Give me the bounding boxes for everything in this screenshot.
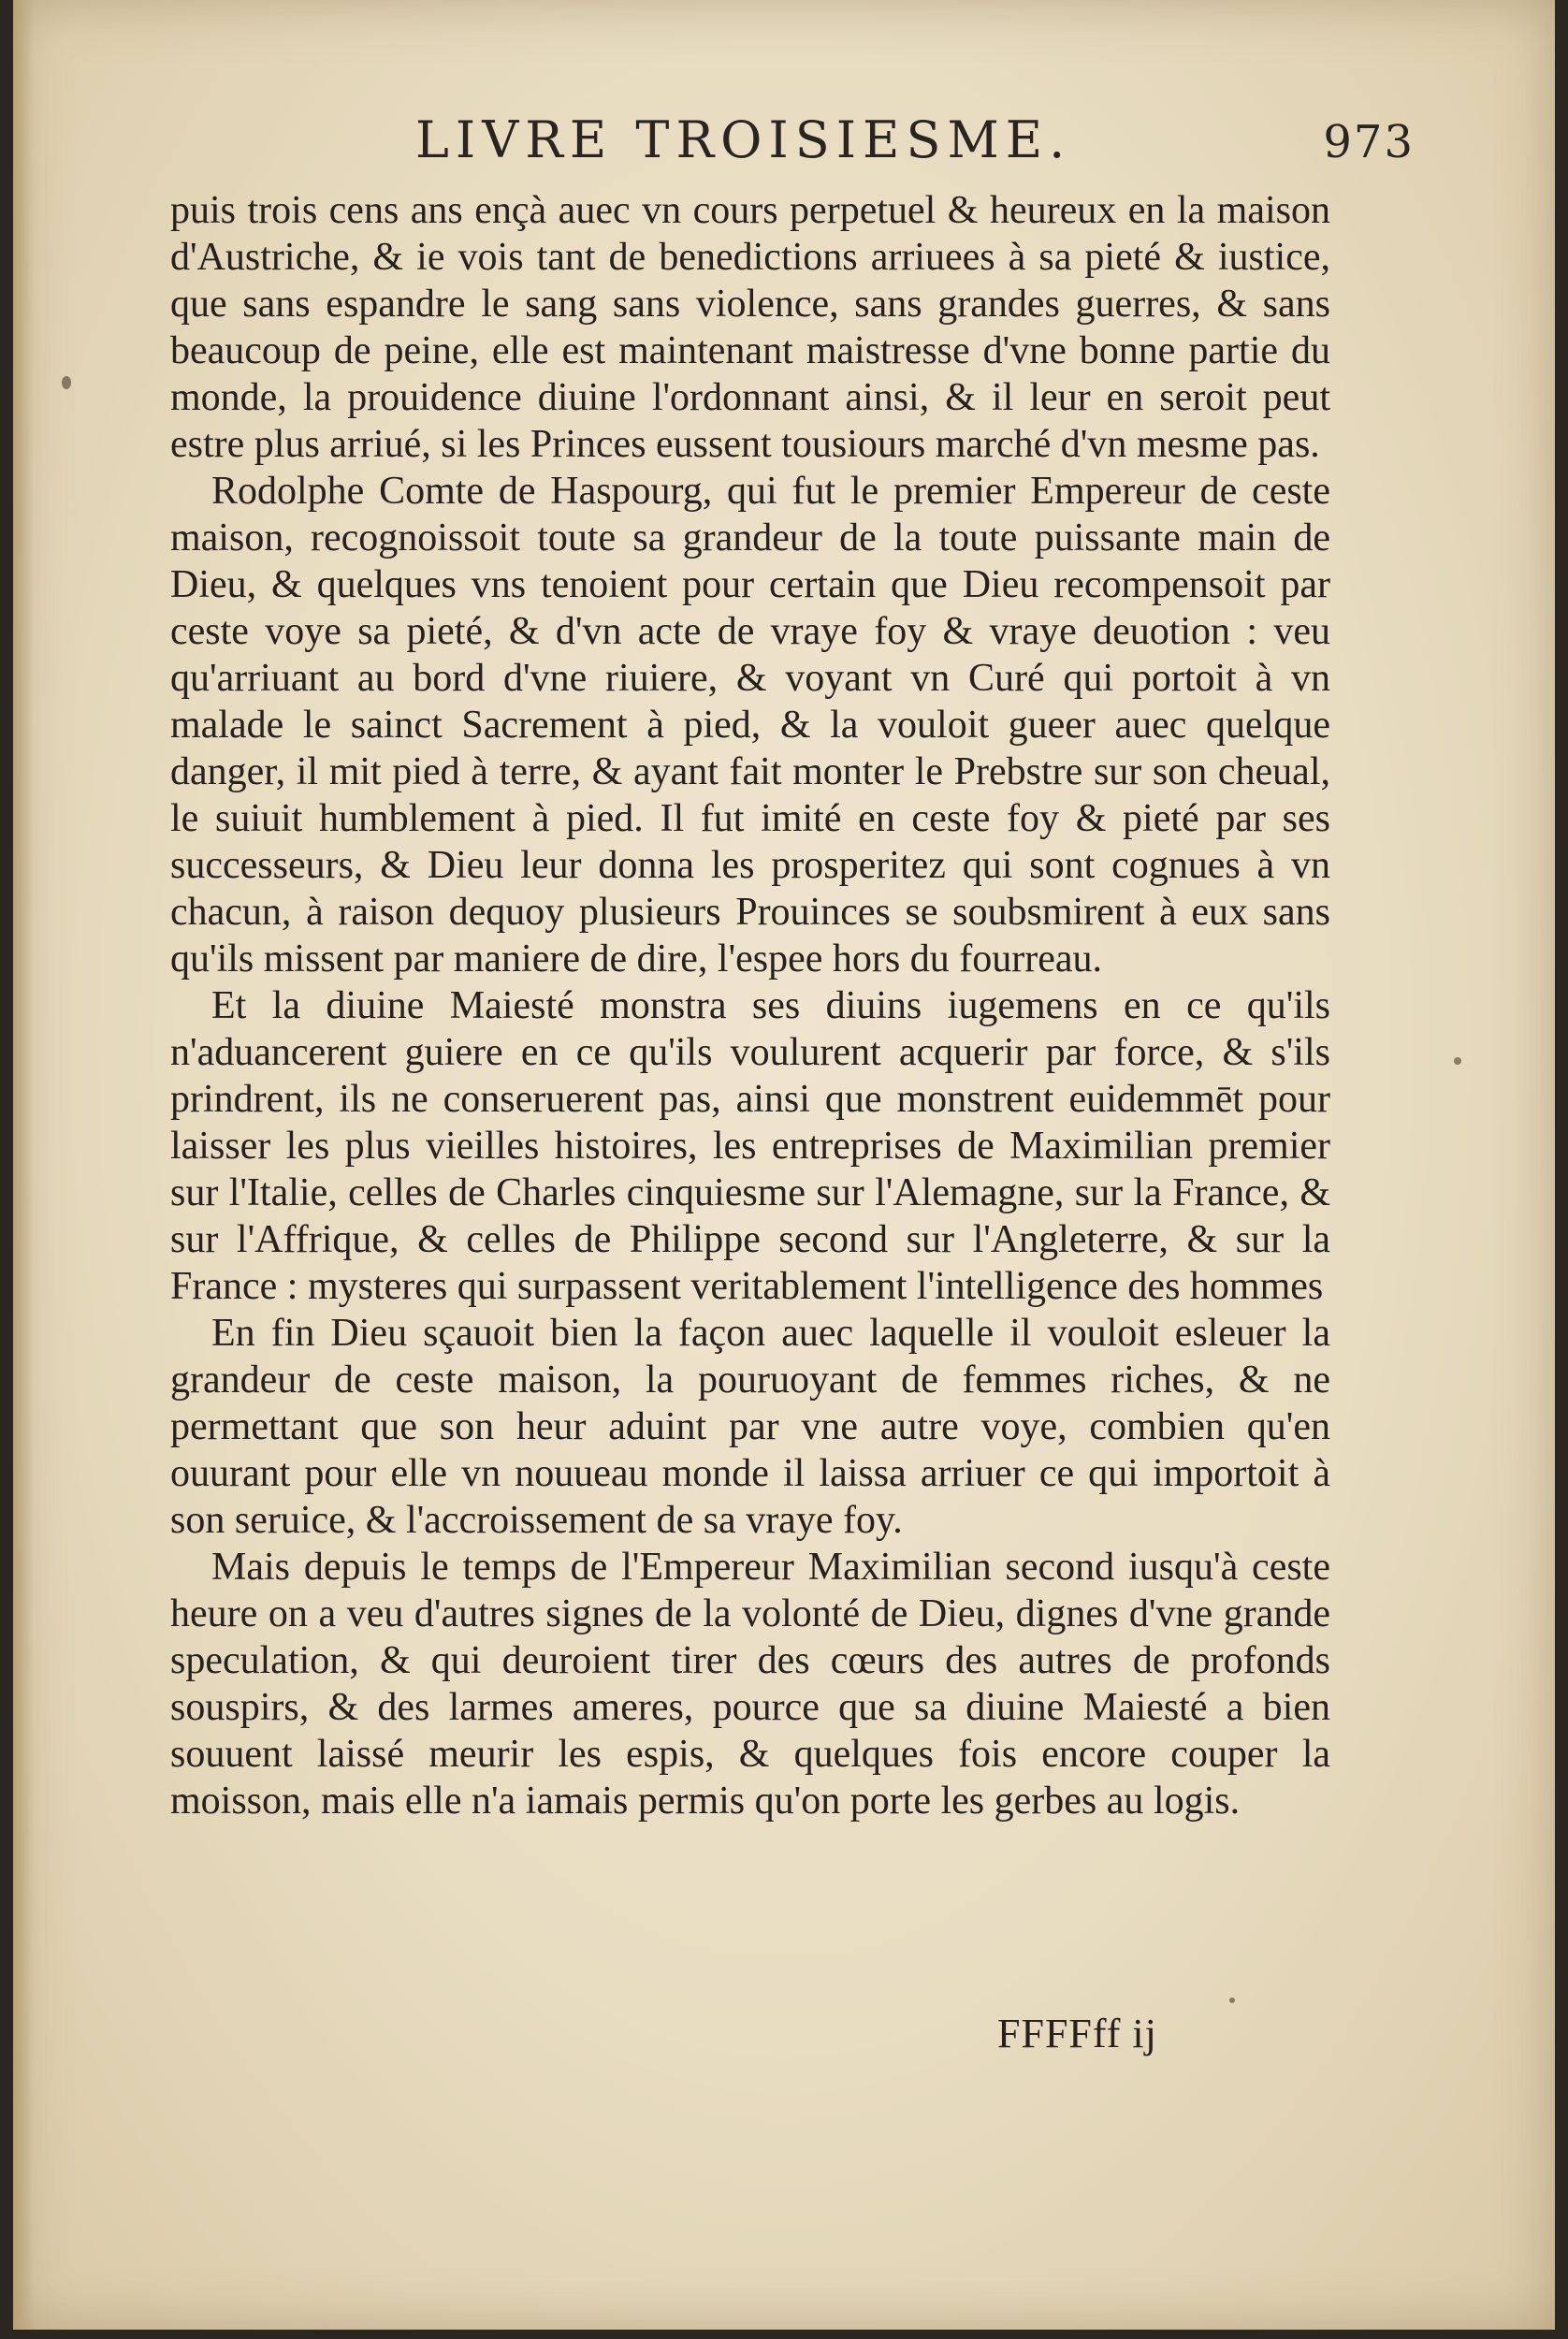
ink-spot xyxy=(62,376,71,389)
page-number: 973 xyxy=(1323,116,1415,168)
page-header xyxy=(181,110,1415,185)
book-page xyxy=(13,0,1555,2330)
ink-spot xyxy=(1454,1057,1461,1065)
paragraph: En fin Dieu sçauoit bien la façon auec laquelle il vouloit esleuer la grandeur de ceste maison, la pouruoyant de femmes riches, & ne permettant que son heur aduint par vne autre voye, combien qu'en ouurant pour elle vn nouueau monde il laissa arriuer ce qui importoit à son seruice, & l'accroissement de sa vraye foy. xyxy=(170,1312,1330,1542)
paragraph: Rodolphe Comte de Haspourg, qui fut le premier Empereur de ceste maison, recognoissoit toute sa grandeur de la toute puissante main de Dieu, & quelques vns tenoient pour certain que Dieu recompensoit par ceste voye sa pieté, & d'vn acte de vraye foy & vraye deuotion : veu qu'arriuant au bord d'vne riuiere, & voyant vn Curé qui portoit à vn malade le sainct Sacrement à pied, & la vouloit gueer auec quelque danger, il mit pied à terre, & ayant fait monter le Prebstre sur son cheual, le suiuit humblement à pied. Il fut imité en ceste foy & pieté par ses successeurs, & Dieu leur donna les prosperitez qui sont cognues à vn chacun, à raison dequoy plusieurs Prouinces se soubsmirent à eux sans qu'ils missent par maniere de dire, l'espee hors du fourreau. xyxy=(170,470,1330,981)
running-head: LIVRE TROISIESME. xyxy=(415,110,1072,169)
signature-mark: FFFFff ij xyxy=(997,2011,1157,2056)
body-text xyxy=(170,187,1330,1824)
paragraph: Mais depuis le temps de l'Empereur Maximilian second iusqu'à ceste heure on a veu d'autres signes de la volonté de Dieu, dignes d'vne grande speculation, & qui deuroient tirer des cœurs des autres de profonds souspirs, & des larmes ameres, pource que sa diuine Maiesté a bien souuent laissé meurir les espis, & quelques fois encore couper la moisson, mais elle n'a iamais permis qu'on porte les gerbes au logis. xyxy=(170,1546,1330,1823)
page-gutter-shadow xyxy=(13,0,34,2330)
paragraph: puis trois cens ans ençà auec vn cours perpetuel & heureux en la maison d'Austriche, & ie vois tant de benedictions arriuees à sa pieté & iustice, que sans espandre le sang sans violence, sans grandes guerres, & sans beaucoup de peine, elle est maintenant maistresse d'vne bonne partie du monde, la prouidence diuine l'ordonnant ainsi, & il leur en seroit peut estre plus arriué, si les Princes eussent tousiours marché d'vn mesme pas. xyxy=(170,189,1330,466)
paragraph: Et la diuine Maiesté monstra ses diuins iugemens en ce qu'ils n'aduancerent guiere en ce qu'ils voulurent acquerir par force, & s'ils prindrent, ils ne conseruerent pas, ainsi que monstrent euidemmēt pour laisser les plus vieilles histoires, les entreprises de Maximilian premier sur l'Italie, celles de Charles cinquiesme sur l'Alemagne, sur la France, & sur l'Affrique, & celles de Philippe second sur l'Angleterre, & sur la France : mysteres qui surpassent veritablement l'intelligence des hommes xyxy=(170,984,1330,1308)
ink-spot xyxy=(1229,1998,1235,2003)
